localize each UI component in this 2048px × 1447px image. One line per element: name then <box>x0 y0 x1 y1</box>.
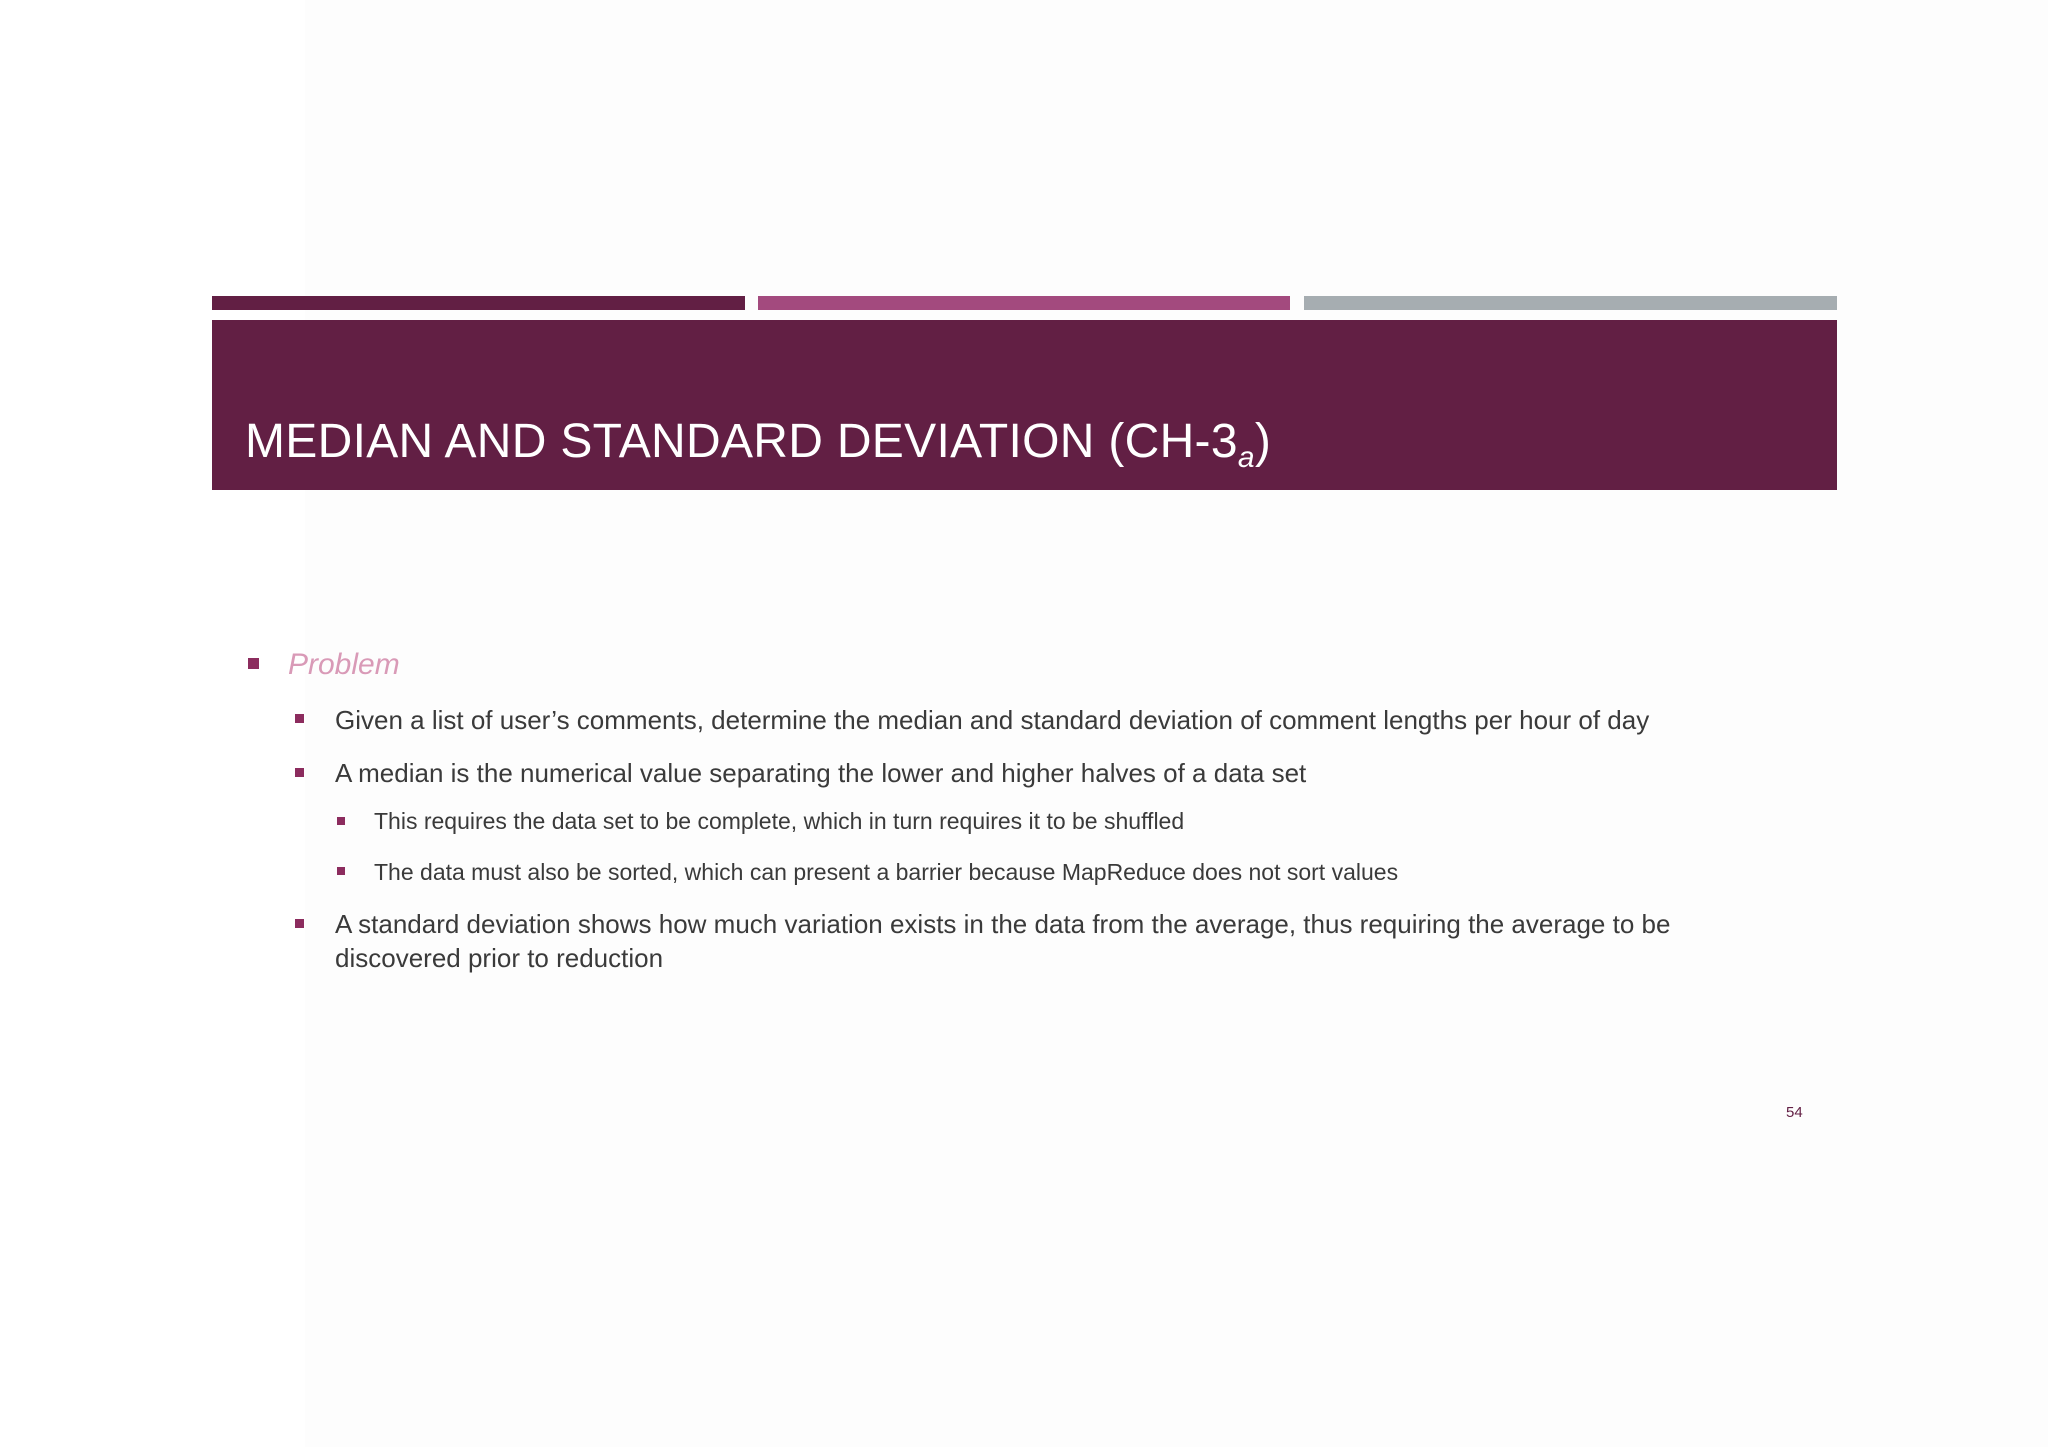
square-bullet-icon <box>337 867 345 875</box>
title-main: MEDIAN AND STANDARD DEVIATION (CH-3 <box>245 415 1238 468</box>
bullet-text: A median is the numerical value separating the lower and higher halves of a data set <box>335 758 1307 788</box>
heading-bullet-text: Problem <box>288 648 400 681</box>
bullet-text: A standard deviation shows how much variation exists in the data from the average, thus requiring the average to be <box>335 909 1671 939</box>
title-close: ) <box>1254 415 1272 468</box>
sub-bullet-text: This requires the data set to be complete, which in turn requires it to be shuffled <box>374 808 1185 834</box>
title-subscript: a <box>1237 441 1255 474</box>
bullet-text: Given a list of user’s comments, determine the median and standard deviation of comment lengths per hour of day <box>335 705 1650 735</box>
square-bullet-icon <box>295 714 304 723</box>
square-bullet-icon <box>295 768 304 777</box>
square-bullet-icon <box>295 919 304 928</box>
page-number: 54 <box>1786 1104 1803 1121</box>
bullet-text-continuation: discovered prior to reduction <box>335 943 664 973</box>
sub-bullet-text: The data must also be sorted, which can present a barrier because MapReduce does not sort values <box>374 859 1399 885</box>
square-bullet-icon <box>248 658 259 669</box>
square-bullet-icon <box>337 817 345 825</box>
